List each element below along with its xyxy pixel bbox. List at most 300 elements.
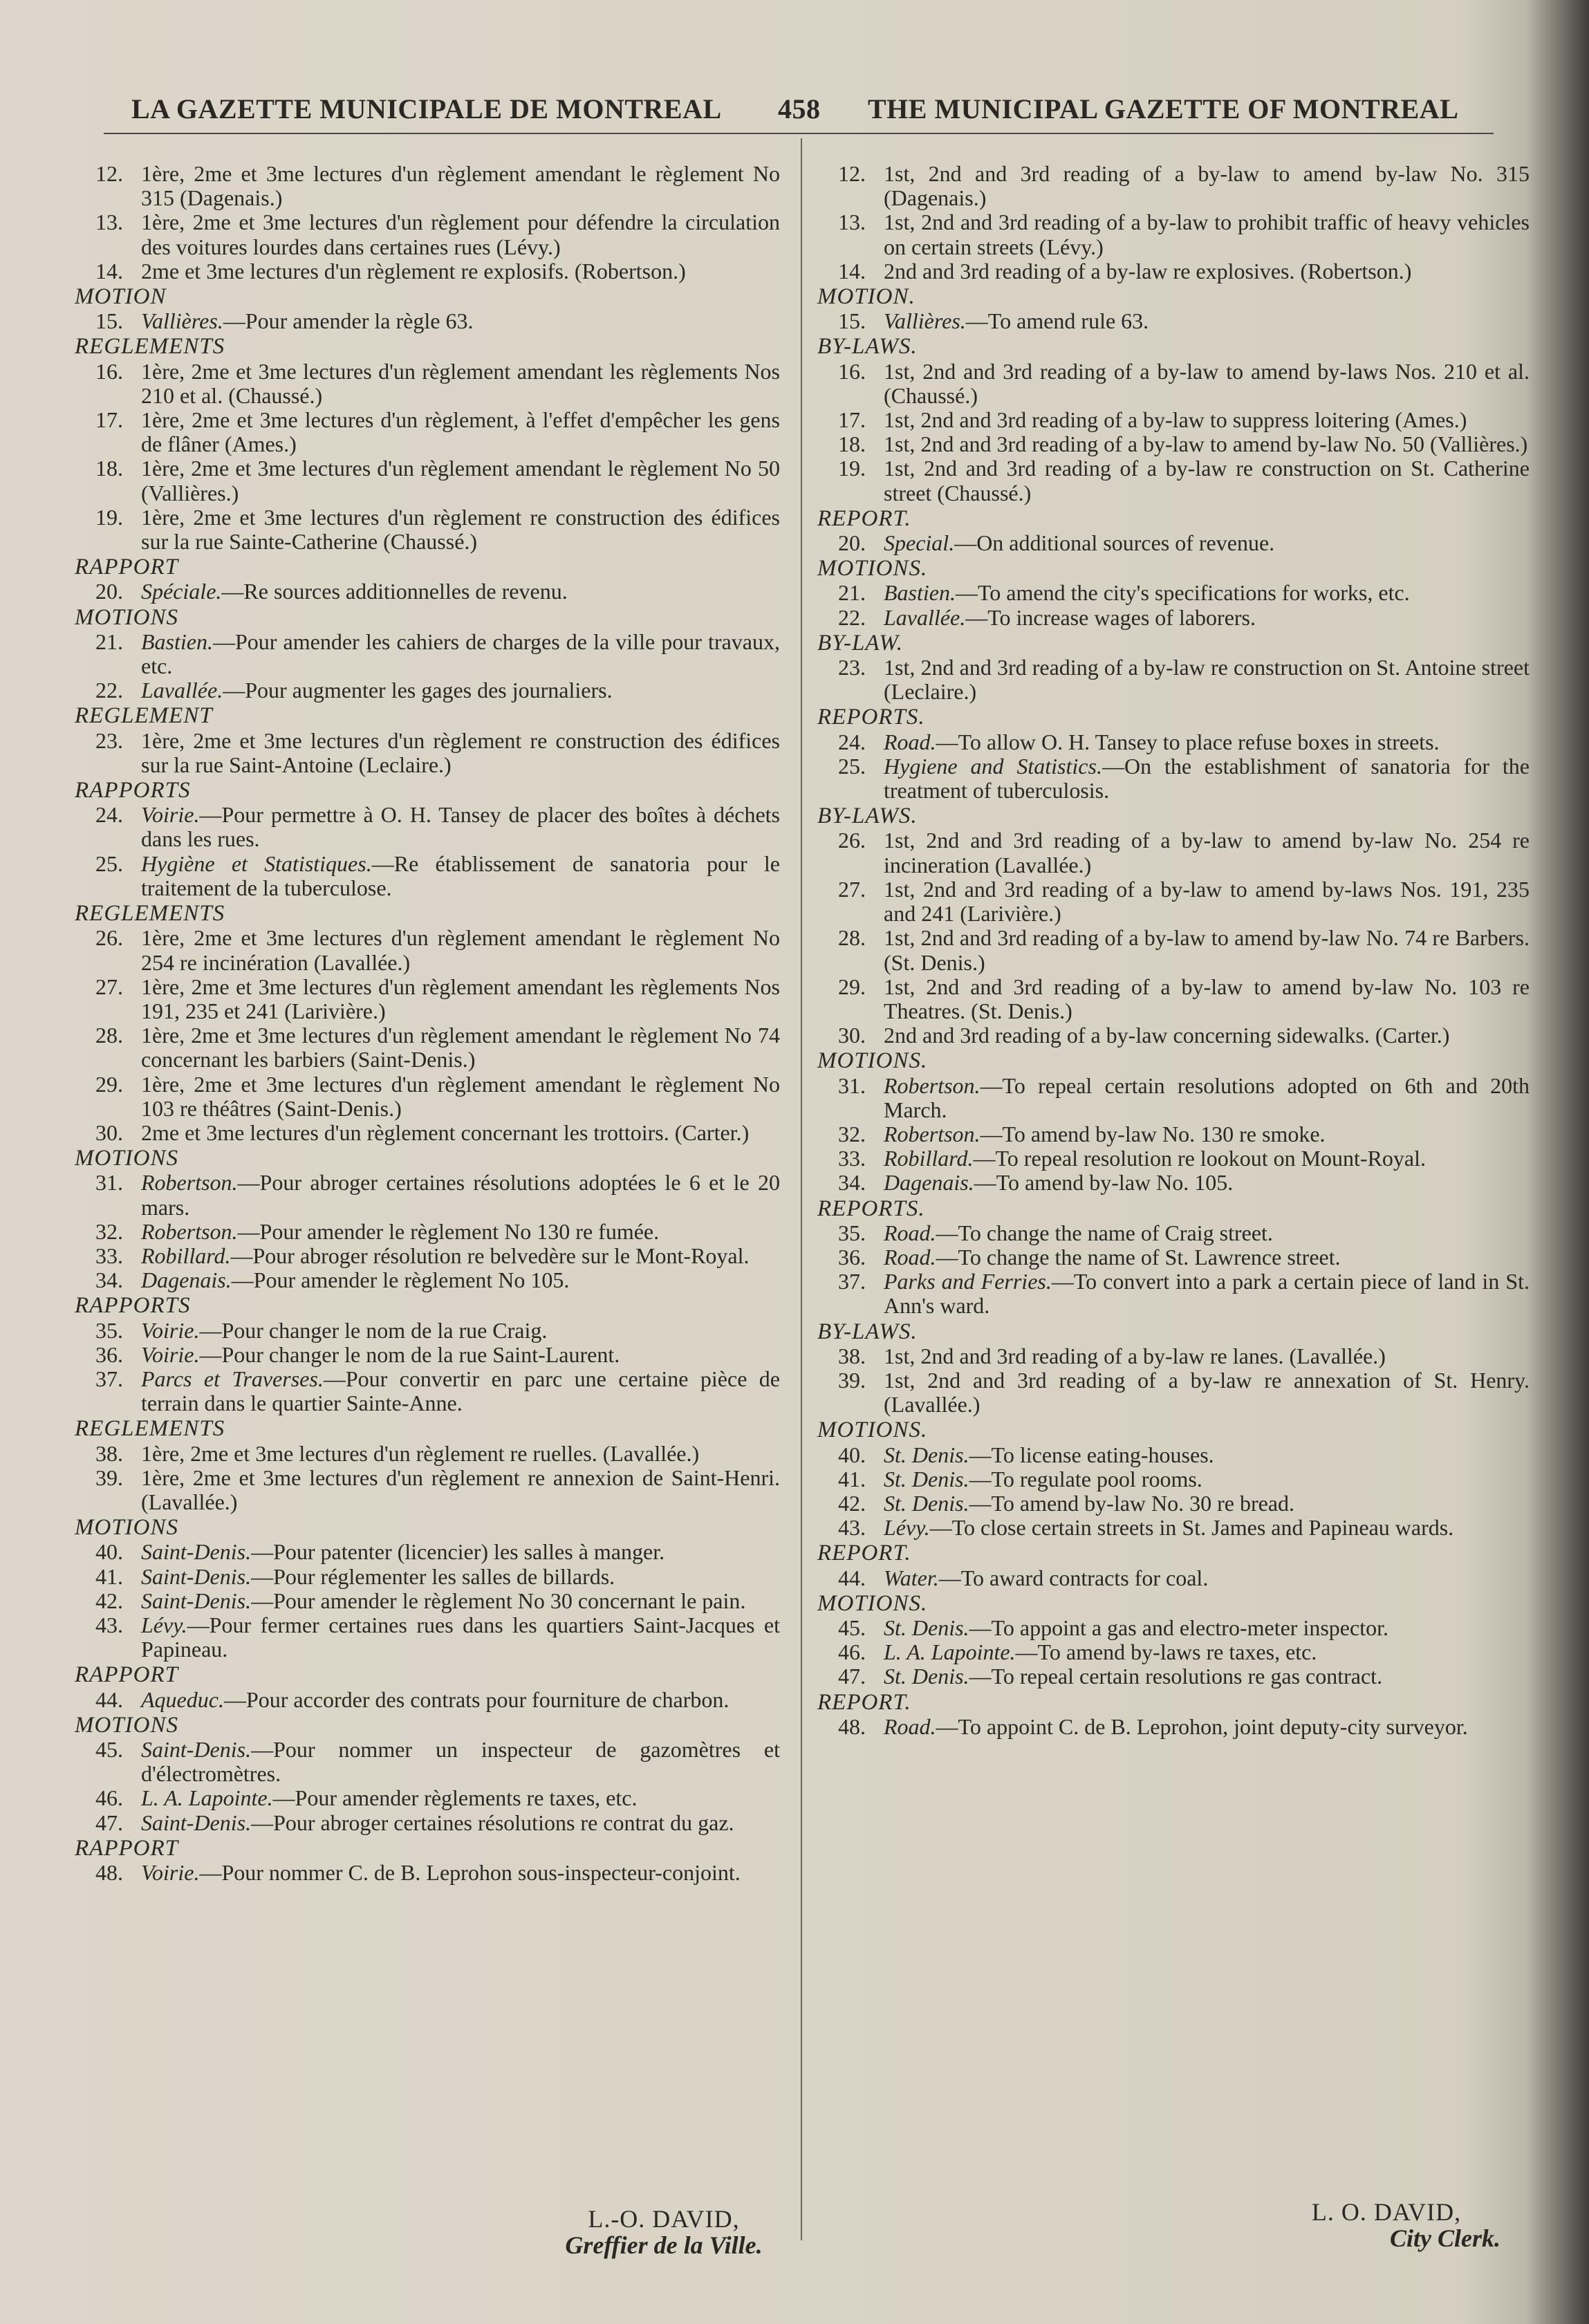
header-french-title: LA GAZETTE MUNICIPALE DE MONTREAL [131,93,722,124]
item-number: 32. [838,1121,866,1146]
item-text [141,1171,780,1219]
item-text [884,531,1530,555]
item-author: Lavallée. [884,604,966,630]
item-number: 30. [838,1023,866,1048]
item-text [884,581,1530,605]
item-body: —Pour amender le règlement No 130 re fumée. [237,1218,660,1244]
item-body: —Pour abroger certaines résolutions re contrat du gaz. [251,1810,734,1835]
item-number: 24. [95,802,123,828]
item-author: Hygiene and Statistics. [884,753,1102,779]
item-number: 20. [838,530,866,556]
item-body: —To change the name of St. Lawrence street. [936,1244,1341,1270]
item-number: 46. [95,1785,123,1811]
section-heading: RAPPORT [75,1662,178,1688]
agenda-item [817,581,1530,605]
agenda-item [817,656,1530,704]
item-text [884,360,1530,408]
item-number: 48. [95,1860,123,1886]
section-heading: REGLEMENT [75,703,213,729]
item-body: 2nd and 3rd reading of a by-law concerning sidewalks. (Carter.) [884,1023,1450,1048]
item-body: —To increase wages of laborers. [965,604,1256,630]
item-text [884,1146,1530,1171]
item-author: Voirie. [141,1341,200,1367]
agenda-item [75,1268,780,1292]
item-number: 25. [838,753,866,779]
item-number: 12. [838,161,866,186]
item-author: Special. [884,530,955,556]
item-author: Vallières. [884,308,966,334]
item-number: 45. [838,1615,866,1640]
agenda-item [75,630,780,678]
item-body: —Pour patenter (licencier) les salles à manger. [251,1539,665,1565]
item-number: 33. [95,1243,123,1268]
item-body: 1ère, 2me et 3me lectures d'un règlement re construction des édifices sur la rue Sainte-Catherine (Chaussé.) [141,504,780,555]
item-number: 13. [838,210,866,235]
item-number: 33. [838,1146,866,1171]
agenda-item [75,1072,780,1121]
section-heading: RAPPORTS [75,778,191,803]
section-heading: BY-LAWS. [817,803,918,829]
item-body: 1st, 2nd and 3rd reading of a by-law re annexation of St. Henry. (Lavallée.) [884,1367,1530,1417]
item-body: —To regulate pool rooms. [969,1466,1202,1491]
agenda-item [75,1540,780,1564]
item-text [141,1688,780,1712]
agenda-item [75,210,780,259]
agenda-item [75,579,780,604]
item-author: Voirie. [141,802,200,828]
item-number: 41. [95,1563,123,1589]
item-number: 34. [838,1170,866,1196]
signature-name: L. O. DAVID, [1311,2198,1462,2226]
agenda-item [817,828,1530,877]
item-text [884,1344,1530,1368]
item-body: —Pour réglementer les salles de billards. [251,1563,615,1589]
section-heading: REPORTS. [817,1196,925,1221]
agenda-item [817,1344,1530,1368]
section-heading: REGLEMENTS [75,1416,225,1442]
item-author: Robertson. [884,1072,981,1098]
item-number: 16. [838,358,866,384]
item-body: 1ère, 2me et 3me lectures d'un règlement pour défendre la circulation des voitures lourdes dans certaines rues (Lévy.) [141,210,780,259]
item-body: —Pour permettre à O. H. Tansey de placer des boîtes à déchets dans les rues. [141,802,780,852]
item-text [141,1072,780,1121]
agenda-item [817,456,1530,505]
item-text [141,1589,780,1613]
item-number: 27. [95,974,123,999]
item-author: Robertson. [884,1121,981,1146]
item-text [884,1566,1530,1590]
agenda-item [817,1566,1530,1590]
item-body: 1st, 2nd and 3rd reading of a by-law to amend by-law No. 254 re incineration (Lavallée.) [884,828,1530,877]
item-author: Road. [884,1713,936,1739]
item-text [141,1121,780,1145]
item-body: —To convert into a park a certain piece of land in St. Ann's ward. [884,1269,1530,1319]
section-heading: REPORT. [817,1541,911,1566]
item-body: 1ère, 2me et 3me lectures d'un règlement re ruelles. (Lavallée.) [141,1440,700,1466]
agenda-item [75,1171,780,1219]
item-text [884,1516,1530,1540]
item-text [141,1738,780,1786]
item-author: Robertson. [141,1218,238,1244]
item-number: 13. [95,210,123,235]
item-body: —To appoint C. de B. Leprohon, joint deputy-city surveyor. [936,1713,1468,1739]
item-body: —To license eating-houses. [969,1442,1214,1467]
agenda-item [75,360,780,408]
agenda-item [75,1023,780,1072]
item-text [141,1613,780,1662]
section-heading: MOTIONS. [817,1048,928,1074]
item-number: 40. [95,1539,123,1565]
item-body: 1ère, 2me et 3me lectures d'un règlement re construction des édifices sur la rue Saint-Antoine (Leclaire.) [141,727,780,777]
page-number: 458 [778,93,821,124]
agenda-item [75,1861,780,1885]
item-body: —Pour amender règlements re taxes, etc. [272,1785,638,1811]
agenda-item [817,1664,1530,1689]
signature-english [1272,2199,1500,2251]
item-number: 19. [838,456,866,481]
section-heading: REPORT. [817,505,911,531]
item-text [884,926,1530,974]
item-author: Bastien. [141,629,213,654]
item-text [141,505,780,554]
item-author: St. Denis. [884,1490,969,1516]
item-author: Parks and Ferries. [884,1269,1052,1294]
item-text [141,1244,780,1268]
item-number: 48. [838,1713,866,1739]
item-body: —To change the name of Craig street. [936,1220,1273,1245]
item-text [884,1023,1530,1048]
agenda-item [817,1715,1530,1739]
item-body: —To repeal certain resolutions re gas contract. [969,1664,1383,1689]
section-heading: MOTIONS. [817,1417,928,1443]
item-body: —Pour fermer certaines rues dans les quartiers Saint-Jacques et Papineau. [141,1612,780,1662]
item-number: 43. [95,1612,123,1637]
item-author: St. Denis. [884,1615,969,1640]
item-author: Saint-Denis. [141,1588,252,1613]
item-number: 19. [95,504,123,530]
section-heading: BY-LAW. [817,630,904,656]
item-body: 1ère, 2me et 3me lectures d'un règlement re annexion de Saint-Henri. (Lavallée.) [141,1465,780,1514]
agenda-item [75,456,780,505]
item-body: —To amend rule 63. [965,308,1149,334]
item-text [141,852,780,900]
item-body: —Pour accorder des contrats pour fourniture de charbon. [223,1686,730,1712]
item-body: —To repeal resolution re lookout on Mount-Royal. [973,1146,1427,1171]
item-text [884,975,1530,1023]
item-text [884,1122,1530,1146]
item-body: —Pour amender les cahiers de charges de la ville pour travaux, etc. [141,629,780,679]
agenda-item [75,1589,780,1613]
signature-title: City Clerk. [1390,2224,1500,2252]
item-body: —On the establishment of sanatoria for the treatment of tuberculosis. [884,753,1530,803]
section-heading: RAPPORT [75,1835,178,1861]
item-text [141,1343,780,1367]
item-text [141,1861,780,1885]
item-body: —Pour amender la règle 63. [223,308,474,334]
section-heading: MOTIONS [75,1146,179,1171]
item-author: St. Denis. [884,1442,969,1467]
item-number: 38. [838,1343,866,1368]
item-number: 43. [838,1515,866,1541]
item-body: 1st, 2nd and 3rd reading of a by-law re construction on St. Antoine street (Leclaire.) [884,655,1530,705]
item-text [884,1467,1530,1491]
item-author: Robertson. [141,1170,238,1196]
agenda-item [75,926,780,974]
item-body: —Pour augmenter les gages des journaliers. [223,678,613,703]
item-text [141,1023,780,1072]
item-number: 38. [95,1440,123,1466]
item-text [884,1616,1530,1640]
agenda-item [817,1516,1530,1540]
item-text [141,1565,780,1589]
item-author: Road. [884,1220,936,1245]
agenda-item [817,754,1530,803]
item-text [884,408,1530,432]
item-number: 12. [95,161,123,186]
item-text [884,730,1530,754]
agenda-item [817,730,1530,754]
item-author: Hygiène et Statistiques. [141,850,372,876]
item-body: —Pour amender le règlement No 105. [231,1267,570,1293]
item-number: 21. [95,629,123,654]
item-number: 17. [838,407,866,433]
item-body: —Pour changer le nom de la rue Craig. [199,1317,548,1343]
item-body: —To amend by-laws re taxes, etc. [1015,1639,1317,1665]
item-body: 1st, 2nd and 3rd reading of a by-law re construction on St. Catherine street (Chaussé.) [884,456,1530,505]
item-text [141,210,780,259]
section-heading: BY-LAWS. [817,334,918,360]
agenda-item [817,309,1530,333]
agenda-item [75,408,780,456]
agenda-item [75,852,780,900]
agenda-item [75,1319,780,1343]
section-heading: MOTIONS. [817,1590,928,1616]
agenda-item [817,1245,1530,1270]
item-body: —To allow O. H. Tansey to place refuse boxes in streets. [936,729,1440,754]
agenda-item [75,1738,780,1786]
item-body: —To amend by-law No. 30 re bread. [969,1490,1295,1516]
item-text [884,259,1530,283]
agenda-item [817,259,1530,283]
item-text [141,1466,780,1514]
item-body: —To repeal certain resolutions adopted on 6th and 20th March. [884,1072,1530,1122]
item-text [884,1491,1530,1516]
agenda-item [817,1023,1530,1048]
agenda-item [817,1270,1530,1318]
section-heading: RAPPORT [75,555,178,580]
item-text [141,926,780,974]
item-text [884,162,1530,210]
item-number: 37. [95,1366,123,1391]
item-number: 18. [95,456,123,481]
item-author: St. Denis. [884,1466,969,1491]
agenda-item [75,975,780,1023]
item-text [141,975,780,1023]
item-text [141,1220,780,1244]
section-heading: REPORT. [817,1689,911,1715]
item-body: —Re établissement de sanatoria pour le traitement de la tuberculose. [141,850,781,900]
item-author: Road. [884,1244,936,1270]
agenda-item [817,926,1530,974]
item-number: 39. [95,1465,123,1490]
item-author: Lévy. [884,1515,930,1541]
item-number: 26. [95,925,123,951]
section-heading: REGLEMENTS [75,901,225,927]
agenda-item [75,1220,780,1244]
item-body: 2me et 3me lectures d'un règlement concernant les trottoirs. (Carter.) [141,1119,750,1145]
item-body: —To amend by-law No. 130 re smoke. [980,1121,1326,1146]
item-author: L. A. Lapointe. [884,1639,1016,1665]
agenda-item [817,1368,1530,1417]
section-heading: MOTIONS [75,1712,179,1738]
english-column [817,162,1530,1739]
item-author: Lavallée. [141,678,223,703]
agenda-item [75,309,780,333]
section-heading: MOTIONS [75,604,179,630]
item-author: Road. [884,729,936,754]
item-text [141,630,780,678]
item-number: 46. [838,1639,866,1665]
item-text [884,210,1530,259]
running-header [104,93,1480,130]
item-text [141,1811,780,1835]
column-divider [801,138,802,2240]
item-body: 1ère, 2me et 3me lectures d'un règlement amendant le règlement No 50 (Vallières.) [141,456,780,505]
item-text [884,1245,1530,1270]
item-number: 47. [838,1664,866,1689]
agenda-item [817,877,1530,926]
item-text [141,1786,780,1810]
section-heading: MOTION. [817,284,916,310]
item-author: Voirie. [141,1317,200,1343]
item-author: Parcs et Traverses. [141,1366,324,1391]
item-text [141,1367,780,1415]
item-text [884,1171,1530,1195]
item-body: —Pour abroger certaines résolutions adoptées le 6 et le 20 mars. [141,1170,780,1220]
item-number: 35. [838,1220,866,1245]
item-author: Dagenais. [884,1170,974,1196]
item-text [141,1540,780,1564]
item-text [141,678,780,703]
item-number: 15. [838,308,866,334]
header-rule [104,133,1494,134]
item-author: Vallières. [141,308,223,334]
agenda-item [75,1244,780,1268]
item-author: Saint-Denis. [141,1563,252,1589]
item-author: Bastien. [884,580,956,606]
item-number: 31. [95,1170,123,1196]
item-text [884,1074,1530,1122]
item-text [884,1270,1530,1318]
item-author: L. A. Lapointe. [141,1785,273,1811]
item-body: 1ère, 2me et 3me lectures d'un règlement amendant le règlement No 74 concernant les barbiers (Saint-Denis.) [141,1023,780,1072]
item-text [884,656,1530,704]
item-text [884,1368,1530,1417]
item-number: 27. [838,876,866,902]
agenda-item [75,1811,780,1835]
agenda-item [817,975,1530,1023]
item-body: 1ère, 2me et 3me lectures d'un règlement amendant les règlements Nos 191, 235 et 241 (Larivière.) [141,974,780,1023]
agenda-item [75,678,780,703]
item-text [141,309,780,333]
item-number: 31. [838,1072,866,1098]
item-number: 23. [838,655,866,680]
agenda-item [75,1466,780,1514]
agenda-item [817,1221,1530,1245]
item-author: Water. [884,1565,939,1590]
item-text [141,408,780,456]
item-number: 15. [95,308,123,334]
item-author: Voirie. [141,1860,200,1886]
item-number: 20. [95,579,123,604]
item-body: 1st, 2nd and 3rd reading of a by-law to amend by-law No. 74 re Barbers. (St. Denis.) [884,925,1530,975]
french-column [75,162,780,1885]
item-body: 1st, 2nd and 3rd reading of a by-law re lanes. (Lavallée.) [884,1343,1386,1368]
item-body: 1st, 2nd and 3rd reading of a by-law to amend by-law No. 103 re Theatres. (St. Denis.) [884,974,1530,1023]
agenda-item [75,1565,780,1589]
item-text [884,432,1530,456]
item-number: 28. [95,1023,123,1048]
agenda-item [817,360,1530,408]
section-heading: MOTIONS [75,1515,179,1541]
agenda-item [817,1640,1530,1664]
item-text [141,360,780,408]
item-author: Saint-Denis. [141,1539,252,1565]
agenda-item [817,162,1530,210]
item-number: 29. [838,974,866,999]
item-body: 1ère, 2me et 3me lectures d'un règlement, à l'effet d'empêcher les gens de flâner (Ames.) [141,407,780,457]
item-number: 39. [838,1367,866,1393]
section-heading: MOTIONS. [817,556,928,582]
item-number: 35. [95,1317,123,1343]
item-number: 28. [838,925,866,951]
item-text [884,754,1530,803]
agenda-item [817,1443,1530,1467]
item-author: Saint-Denis. [141,1810,252,1835]
item-number: 22. [95,678,123,703]
item-number: 25. [95,850,123,876]
agenda-item [75,803,780,851]
item-author: Robillard. [884,1146,974,1171]
item-number: 36. [95,1341,123,1367]
item-number: 14. [838,258,866,283]
item-number: 45. [95,1737,123,1762]
item-body: 1ère, 2me et 3me lectures d'un règlement amendant le règlement No 315 (Dagenais.) [141,161,780,211]
agenda-item [817,1491,1530,1516]
item-number: 42. [838,1490,866,1516]
item-body: 2me et 3me lectures d'un règlement re explosifs. (Robertson.) [141,258,686,283]
agenda-item [75,505,780,554]
item-number: 17. [95,407,123,433]
section-heading: REGLEMENTS [75,334,225,360]
agenda-item [75,259,780,283]
item-text [884,828,1530,877]
item-number: 44. [95,1686,123,1712]
item-number: 22. [838,604,866,630]
agenda-item [75,1442,780,1466]
item-body: —To appoint a gas and electro-meter inspector. [969,1615,1388,1640]
item-body: —To amend the city's specifications for works, etc. [955,580,1410,606]
agenda-item [817,432,1530,456]
item-author: St. Denis. [884,1664,969,1689]
item-number: 18. [838,431,866,457]
agenda-item [817,1467,1530,1491]
item-author: Lévy. [141,1612,187,1637]
item-body: —Pour amender le règlement No 30 concernant le pain. [251,1588,746,1613]
item-text [884,1715,1530,1739]
item-body: —Pour convertir en parc une certaine pièce de terrain dans le quartier Sainte-Anne. [141,1366,781,1416]
item-text [884,309,1530,333]
